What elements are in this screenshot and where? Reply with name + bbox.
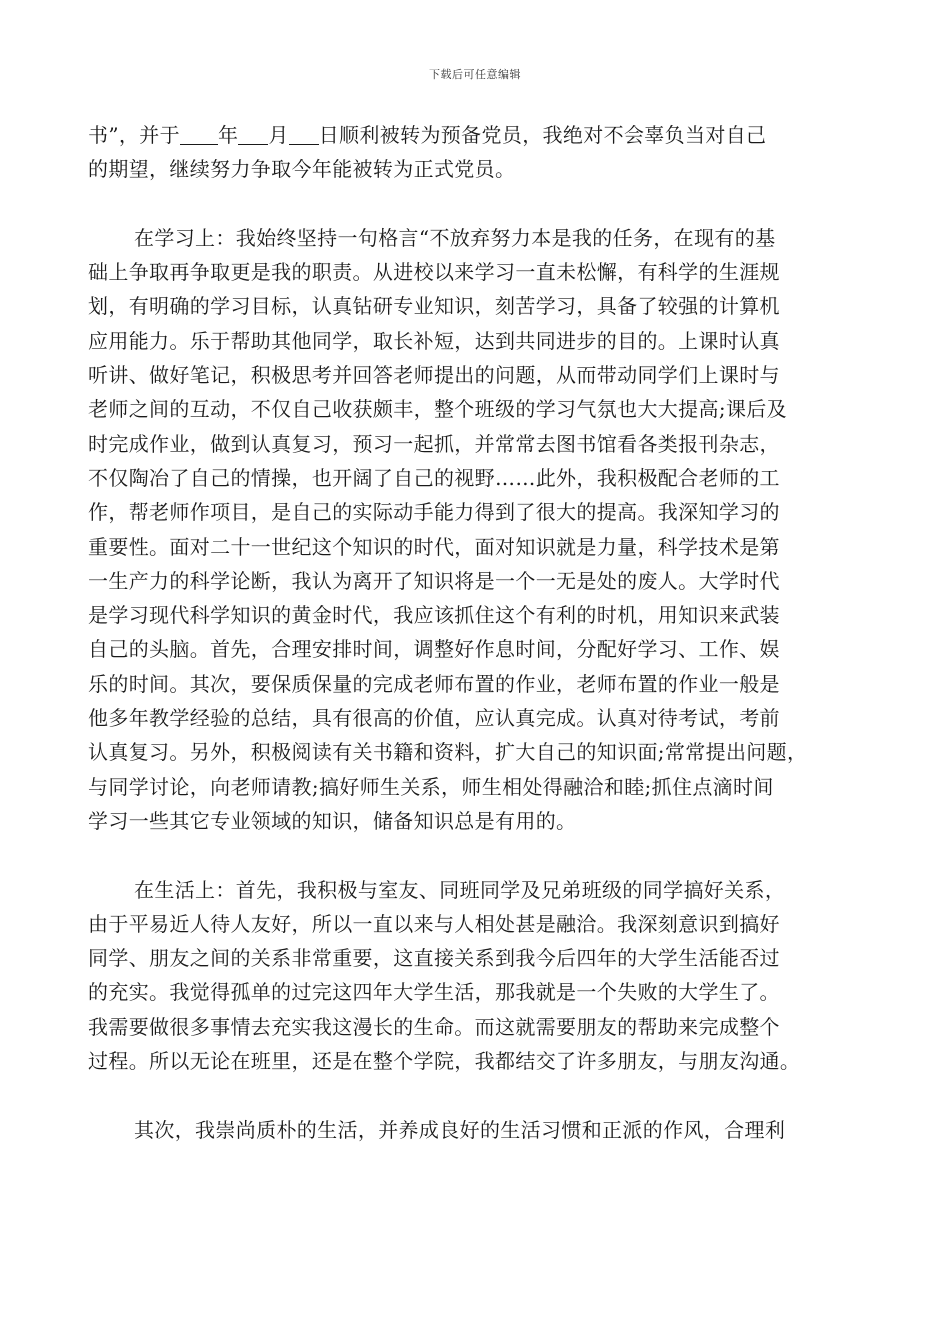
paragraph-line: 不仅陶冶了自己的情操，也开阔了自己的视野……此外，我积极配合老师的工 [88,465,780,490]
paragraph-line: 是学习现代科学知识的黄金时代，我应该抓住这个有利的时机，用知识来武装 [88,603,780,628]
paragraph-line: 乐的时间。其次，要保质保量的完成老师布置的作业，老师布置的作业一般是 [88,671,780,696]
paragraph-line: 我需要做很多事情去充实我这漫长的生命。而这就需要朋友的帮助来完成整个 [88,1014,780,1039]
fill-blank [238,124,268,145]
paragraph-line: 学习一些其它专业领域的知识，储备知识总是有用的。 [88,808,577,833]
paragraph-line: 过程。所以无论在班里，还是在整个学院，我都结交了许多朋友，与朋友沟通。 [88,1049,801,1074]
fill-blank [289,124,319,145]
paragraph-line: 由于平易近人待人友好，所以一直以来与人相处甚是融洽。我深刻意识到搞好 [88,911,780,936]
paragraph-gap [88,838,863,872]
paragraph-line: 划，有明确的学习目标，认真钻研专业知识，刻苦学习，具备了较强的计算机 [88,294,780,319]
paragraph-line: 他多年教学经验的总结，具有很高的价值，应认真完成。认真对待考试，考前 [88,706,780,731]
paragraph-line: 础上争取再争取更是我的职责。从进校以来学习一直未松懈，有科学的生涯规 [88,260,780,285]
paragraph-gap [88,1078,863,1112]
paragraph-line: 作，帮老师作项目，是自己的实际动手能力得到了很大的提高。我深知学习的 [88,500,780,525]
paragraph-line: 一生产力的科学论断，我认为离开了知识将是一个一无是处的废人。大学时代 [88,568,780,593]
text-run: 日顺利被转为预备党员，我绝对不会辜负当对自己 [318,123,767,147]
paragraph-line: 其次，我崇尚质朴的生活，并养成良好的生活习惯和正派的作风，合理利 [134,1117,786,1142]
text-run: 月 [268,123,289,147]
paragraph-line: 在生活上：首先，我积极与室友、同班同学及兄弟班级的同学搞好关系， [134,877,786,902]
paragraph-line: 同学、朋友之间的关系非常重要，这直接关系到我今后四年的大学生活能否过 [88,946,780,971]
paragraph-line: 的期望，继续努力争取今年能被转为正式党员。 [88,157,516,182]
paragraph-line: 自己的头脑。首先，合理安排时间，调整好作息时间，分配好学习、工作、娱 [88,637,780,662]
paragraph-line: 在学习上：我始终坚持一句格言“不放弃努力本是我的任务，在现有的基 [134,225,776,250]
paragraph-line [88,118,863,152]
document-body [88,118,863,1147]
paragraph-gap [88,187,863,221]
fill-blank [180,124,218,145]
paragraph-line: 应用能力。乐于帮助其他同学，取长补短，达到共同进步的目的。上课时认真 [88,328,780,353]
paragraph-line: 听讲、做好笔记，积极思考并回答老师提出的问题，从而带动同学们上课时与 [88,363,780,388]
paragraph-line: 认真复习。另外，积极阅读有关书籍和资料，扩大自己的知识面;常常提出问题， [88,740,808,765]
text-run: 年 [217,123,239,147]
text-run: 书”，并于 [88,123,180,147]
paragraph-line: 与同学讨论，向老师请教;搞好师生关系，师生相处得融洽和睦;抓住点滴时间 [88,774,774,799]
paragraph-line: 重要性。面对二十一世纪这个知识的时代，面对知识就是力量，科学技术是第 [88,534,780,559]
page-header: 下载后可任意编辑 [429,68,521,81]
paragraph-line: 的充实。我觉得孤单的过完这四年大学生活，那我就是一个失败的大学生了。 [88,980,780,1005]
paragraph-line: 老师之间的互动，不仅自己收获颇丰，整个班级的学习气氛也大大提高;课后及 [88,397,787,422]
paragraph-line: 时完成作业，做到认真复习，预习一起抓，并常常去图书馆看各类报刊杂志， [88,431,780,456]
